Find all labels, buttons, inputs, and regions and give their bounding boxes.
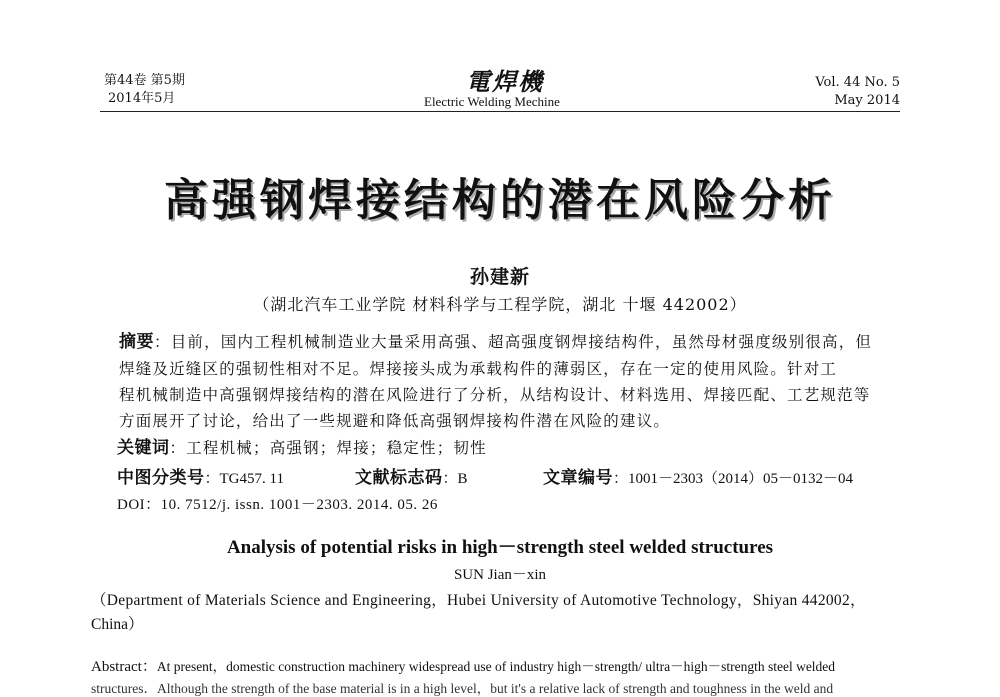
journal-name-en: Electric Welding Mechine — [424, 94, 560, 109]
header-divider — [100, 111, 900, 112]
journal-volume-en: Vol. 44 No. 5 — [815, 75, 900, 90]
journal-date-cn: 2014年5月 — [108, 91, 176, 106]
document-code-label: 文献标志码 — [355, 468, 443, 488]
document-code-value: ：B — [442, 471, 468, 487]
abstract-cn-line: 方面展开了讨论，给出了一些规避和降低高强钢焊接构件潜在风险的建议。 — [119, 412, 671, 430]
paper-author: 孙建新 — [469, 266, 530, 288]
keywords — [117, 436, 487, 460]
abstract-cn-line: 焊缝及近缝区的强韧性相对不足。焊接接头成为承载构件的薄弱区，存在一定的使用风险。针对工 — [119, 360, 838, 378]
english-author: SUN Jian－xin — [453, 567, 547, 583]
abstract-cn-line: 程机械制造中高强钢焊接结构的潜在风险进行了分析，从结构设计、材料选用、焊接匹配、工艺规范等 — [119, 386, 871, 404]
english-affiliation: （Department of Materials Science and Engineering，Hubei University of Automotive Technology，Shiyan 442002， — [91, 592, 866, 609]
clc-value: ：TG457. 11 — [204, 471, 284, 487]
abstract-cn-text: ：目前，国内工程机械制造业大量采用高强、超高强度钢焊接结构件，虽然母材强度级别很高，但 — [154, 333, 873, 351]
journal-logo: 電焊機 — [466, 67, 544, 96]
document-code — [355, 463, 468, 488]
abstract-cn-line — [119, 330, 872, 354]
paper-affiliation: （湖北汽车工业学院 材料科学与工程学院，湖北 十堰 442002） — [253, 295, 747, 314]
article-number-label: 文章编号 — [543, 468, 613, 488]
english-affiliation: China） — [91, 616, 144, 633]
paper-title: 高强钢焊接结构的潜在风险分析 — [164, 175, 836, 226]
clc-number — [117, 463, 284, 488]
abstract-cn-label: 摘要 — [119, 332, 154, 352]
journal-volume-cn: 第44卷 第5期 — [104, 73, 185, 88]
english-abstract-line — [91, 655, 835, 676]
keywords-value: ：工程机械；高强钢；焊接；稳定性；韧性 — [169, 439, 487, 457]
article-number — [543, 463, 853, 488]
article-number-value: ：1001－2303（2014）05－0132－04 — [613, 471, 854, 487]
journal-date-en: May 2014 — [834, 93, 900, 108]
english-abstract-text: At present，domestic construction machinery widespread use of industry high－strength/ ultra－high－strength steel welded — [156, 659, 836, 674]
clc-label: 中图分类号 — [117, 468, 205, 488]
keywords-label: 关键词 — [117, 438, 170, 458]
english-title: Analysis of potential risks in high－strength steel welded structures — [226, 537, 774, 558]
english-abstract-line: structures．Although the strength of the base material is in a high level，but it's a relative lack of strength and toughness in the weld and — [91, 681, 834, 696]
doi: DOI：10. 7512/j. issn. 1001－2303. 2014. 05. 26 — [117, 497, 438, 513]
english-abstract-label: Abstract： — [91, 659, 157, 675]
